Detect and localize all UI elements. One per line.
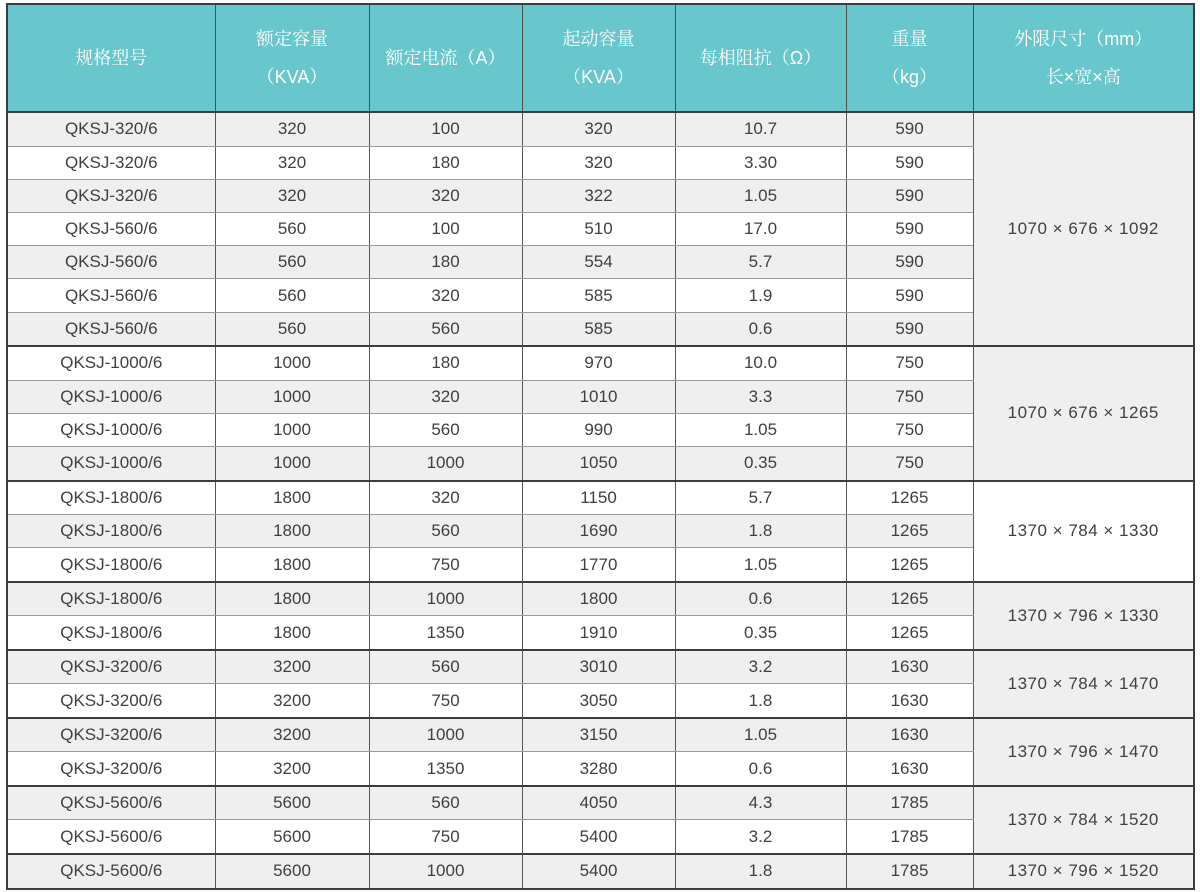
- cell-rated-current: 1000: [369, 447, 522, 481]
- cell-model: QKSJ-320/6: [7, 112, 215, 146]
- cell-rated-current: 1000: [369, 854, 522, 889]
- cell-rated-capacity: 1800: [215, 582, 369, 616]
- cell-start-capacity: 3280: [522, 752, 675, 786]
- cell-start-capacity: 1050: [522, 447, 675, 481]
- cell-start-capacity: 1910: [522, 616, 675, 650]
- cell-weight: 1265: [846, 616, 973, 650]
- cell-weight: 750: [846, 447, 973, 481]
- cell-impedance: 1.05: [675, 718, 846, 752]
- cell-impedance: 10.0: [675, 346, 846, 380]
- cell-impedance: 1.8: [675, 684, 846, 718]
- cell-impedance: 0.35: [675, 447, 846, 481]
- cell-dimensions: 1370 × 796 × 1520: [973, 854, 1194, 889]
- cell-weight: 590: [846, 212, 973, 245]
- cell-weight: 1630: [846, 718, 973, 752]
- cell-impedance: 10.7: [675, 112, 846, 146]
- cell-weight: 750: [846, 413, 973, 446]
- cell-rated-current: 180: [369, 246, 522, 279]
- cell-start-capacity: 3050: [522, 684, 675, 718]
- cell-rated-capacity: 3200: [215, 718, 369, 752]
- cell-weight: 750: [846, 380, 973, 413]
- cell-weight: 1785: [846, 786, 973, 820]
- cell-rated-current: 560: [369, 786, 522, 820]
- cell-weight: 1265: [846, 548, 973, 582]
- cell-dimensions: 1370 × 784 × 1470: [973, 650, 1194, 718]
- cell-model: QKSJ-1800/6: [7, 616, 215, 650]
- cell-rated-capacity: 5600: [215, 786, 369, 820]
- cell-rated-capacity: 1000: [215, 413, 369, 446]
- header-rated-capacity: [215, 4, 369, 112]
- cell-impedance: 4.3: [675, 786, 846, 820]
- header-start-capacity: [522, 4, 675, 112]
- spec-table: [6, 3, 1195, 890]
- cell-weight: 1265: [846, 582, 973, 616]
- header-model: [7, 4, 215, 112]
- cell-weight: 750: [846, 346, 973, 380]
- cell-rated-capacity: 1000: [215, 380, 369, 413]
- cell-impedance: 1.05: [675, 548, 846, 582]
- cell-rated-current: 180: [369, 346, 522, 380]
- cell-rated-current: 100: [369, 212, 522, 245]
- cell-impedance: 5.7: [675, 481, 846, 515]
- cell-dimensions: 1070 × 676 × 1092: [973, 112, 1194, 346]
- cell-rated-current: 560: [369, 650, 522, 684]
- cell-weight: 590: [846, 112, 973, 146]
- table-row: [7, 854, 1194, 889]
- cell-impedance: 1.05: [675, 179, 846, 212]
- cell-rated-capacity: 320: [215, 146, 369, 179]
- cell-rated-current: 560: [369, 413, 522, 446]
- cell-rated-capacity: 1000: [215, 447, 369, 481]
- cell-impedance: 1.8: [675, 515, 846, 548]
- cell-model: QKSJ-5600/6: [7, 854, 215, 889]
- cell-model: QKSJ-5600/6: [7, 786, 215, 820]
- cell-model: QKSJ-560/6: [7, 246, 215, 279]
- cell-model: QKSJ-1800/6: [7, 548, 215, 582]
- table-row: [7, 582, 1194, 616]
- cell-weight: 1265: [846, 481, 973, 515]
- cell-start-capacity: 3150: [522, 718, 675, 752]
- cell-rated-capacity: 320: [215, 112, 369, 146]
- cell-dimensions: 1370 × 796 × 1330: [973, 582, 1194, 650]
- cell-start-capacity: 970: [522, 346, 675, 380]
- cell-start-capacity: 1690: [522, 515, 675, 548]
- cell-rated-current: 750: [369, 684, 522, 718]
- header-start-capacity-label: 起动容量: [562, 28, 635, 49]
- header-weight: [846, 4, 973, 112]
- cell-rated-current: 560: [369, 312, 522, 346]
- cell-model: QKSJ-1000/6: [7, 346, 215, 380]
- cell-start-capacity: 3010: [522, 650, 675, 684]
- cell-model: QKSJ-560/6: [7, 312, 215, 346]
- cell-impedance: 1.05: [675, 413, 846, 446]
- cell-start-capacity: 1800: [522, 582, 675, 616]
- cell-rated-current: 1350: [369, 752, 522, 786]
- cell-dimensions: 1370 × 784 × 1520: [973, 786, 1194, 854]
- cell-rated-capacity: 560: [215, 312, 369, 346]
- cell-rated-capacity: 560: [215, 212, 369, 245]
- cell-model: QKSJ-1800/6: [7, 515, 215, 548]
- cell-rated-current: 180: [369, 146, 522, 179]
- cell-rated-capacity: 3200: [215, 752, 369, 786]
- cell-impedance: 17.0: [675, 212, 846, 245]
- cell-rated-capacity: 1800: [215, 481, 369, 515]
- cell-impedance: 1.8: [675, 854, 846, 889]
- cell-impedance: 3.3: [675, 380, 846, 413]
- header-model-label: 规格型号: [75, 47, 148, 68]
- cell-start-capacity: 4050: [522, 786, 675, 820]
- cell-dimensions: 1370 × 784 × 1330: [973, 481, 1194, 582]
- header-rated-current: [369, 4, 522, 112]
- cell-rated-capacity: 3200: [215, 684, 369, 718]
- cell-model: QKSJ-320/6: [7, 146, 215, 179]
- cell-rated-current: 750: [369, 548, 522, 582]
- header-rated-capacity-unit: （KVA）: [256, 67, 328, 87]
- cell-rated-capacity: 5600: [215, 854, 369, 889]
- cell-start-capacity: 1150: [522, 481, 675, 515]
- cell-rated-capacity: 1800: [215, 548, 369, 582]
- cell-model: QKSJ-3200/6: [7, 718, 215, 752]
- cell-impedance: 3.30: [675, 146, 846, 179]
- cell-weight: 1785: [846, 820, 973, 854]
- cell-rated-capacity: 3200: [215, 650, 369, 684]
- cell-impedance: 0.6: [675, 752, 846, 786]
- cell-model: QKSJ-3200/6: [7, 684, 215, 718]
- cell-weight: 590: [846, 179, 973, 212]
- table-row: [7, 346, 1194, 380]
- cell-rated-capacity: 5600: [215, 820, 369, 854]
- cell-impedance: 1.9: [675, 279, 846, 312]
- cell-weight: 590: [846, 146, 973, 179]
- cell-rated-current: 320: [369, 380, 522, 413]
- cell-rated-current: 750: [369, 820, 522, 854]
- cell-model: QKSJ-320/6: [7, 179, 215, 212]
- cell-start-capacity: 5400: [522, 820, 675, 854]
- cell-model: QKSJ-1800/6: [7, 481, 215, 515]
- cell-start-capacity: 322: [522, 179, 675, 212]
- table-header: [7, 4, 1194, 112]
- cell-model: QKSJ-3200/6: [7, 752, 215, 786]
- cell-start-capacity: 1010: [522, 380, 675, 413]
- cell-model: QKSJ-5600/6: [7, 820, 215, 854]
- cell-rated-current: 320: [369, 279, 522, 312]
- cell-impedance: 0.6: [675, 582, 846, 616]
- cell-weight: 1630: [846, 684, 973, 718]
- cell-weight: 1265: [846, 515, 973, 548]
- cell-weight: 1785: [846, 854, 973, 889]
- cell-start-capacity: 585: [522, 312, 675, 346]
- cell-rated-capacity: 560: [215, 246, 369, 279]
- table-row: [7, 481, 1194, 515]
- cell-impedance: 3.2: [675, 820, 846, 854]
- cell-rated-current: 320: [369, 481, 522, 515]
- cell-dimensions: 1070 × 676 × 1265: [973, 346, 1194, 480]
- table-body: [7, 112, 1194, 889]
- cell-model: QKSJ-1000/6: [7, 447, 215, 481]
- cell-impedance: 3.2: [675, 650, 846, 684]
- cell-start-capacity: 320: [522, 112, 675, 146]
- header-weight-label: 重量: [891, 28, 928, 49]
- cell-rated-capacity: 1000: [215, 346, 369, 380]
- cell-start-capacity: 585: [522, 279, 675, 312]
- cell-rated-current: 1350: [369, 616, 522, 650]
- cell-dimensions: 1370 × 796 × 1470: [973, 718, 1194, 786]
- table-row: [7, 112, 1194, 146]
- header-impedance: [675, 4, 846, 112]
- cell-impedance: 0.35: [675, 616, 846, 650]
- header-dimensions: [973, 4, 1194, 112]
- cell-rated-capacity: 320: [215, 179, 369, 212]
- cell-weight: 590: [846, 279, 973, 312]
- cell-model: QKSJ-1000/6: [7, 380, 215, 413]
- cell-weight: 590: [846, 312, 973, 346]
- cell-start-capacity: 1770: [522, 548, 675, 582]
- cell-start-capacity: 510: [522, 212, 675, 245]
- cell-model: QKSJ-560/6: [7, 279, 215, 312]
- cell-model: QKSJ-560/6: [7, 212, 215, 245]
- header-weight-unit: （kg）: [881, 67, 937, 87]
- cell-start-capacity: 554: [522, 246, 675, 279]
- cell-start-capacity: 320: [522, 146, 675, 179]
- cell-weight: 590: [846, 246, 973, 279]
- cell-rated-current: 320: [369, 179, 522, 212]
- header-rated-current-label: 额定电流（A）: [385, 47, 506, 68]
- cell-impedance: 0.6: [675, 312, 846, 346]
- cell-rated-current: 100: [369, 112, 522, 146]
- cell-rated-capacity: 1800: [215, 515, 369, 548]
- cell-impedance: 5.7: [675, 246, 846, 279]
- header-row: [7, 4, 1194, 112]
- cell-start-capacity: 990: [522, 413, 675, 446]
- header-dimensions-label: 外限尺寸（mm）: [1014, 28, 1153, 49]
- cell-weight: 1630: [846, 752, 973, 786]
- cell-rated-current: 560: [369, 515, 522, 548]
- table-row: [7, 786, 1194, 820]
- cell-rated-capacity: 560: [215, 279, 369, 312]
- cell-weight: 1630: [846, 650, 973, 684]
- header-start-capacity-unit: （KVA）: [563, 67, 634, 87]
- header-impedance-label: 每相阻抗（Ω）: [699, 47, 822, 68]
- cell-rated-capacity: 1800: [215, 616, 369, 650]
- cell-rated-current: 1000: [369, 582, 522, 616]
- table-row: [7, 718, 1194, 752]
- cell-model: QKSJ-1000/6: [7, 413, 215, 446]
- cell-model: QKSJ-3200/6: [7, 650, 215, 684]
- header-dimensions-sublabel: 长×宽×高: [1045, 67, 1121, 87]
- header-rated-capacity-label: 额定容量: [256, 28, 328, 49]
- cell-rated-current: 1000: [369, 718, 522, 752]
- cell-start-capacity: 5400: [522, 854, 675, 889]
- table-row: [7, 650, 1194, 684]
- cell-model: QKSJ-1800/6: [7, 582, 215, 616]
